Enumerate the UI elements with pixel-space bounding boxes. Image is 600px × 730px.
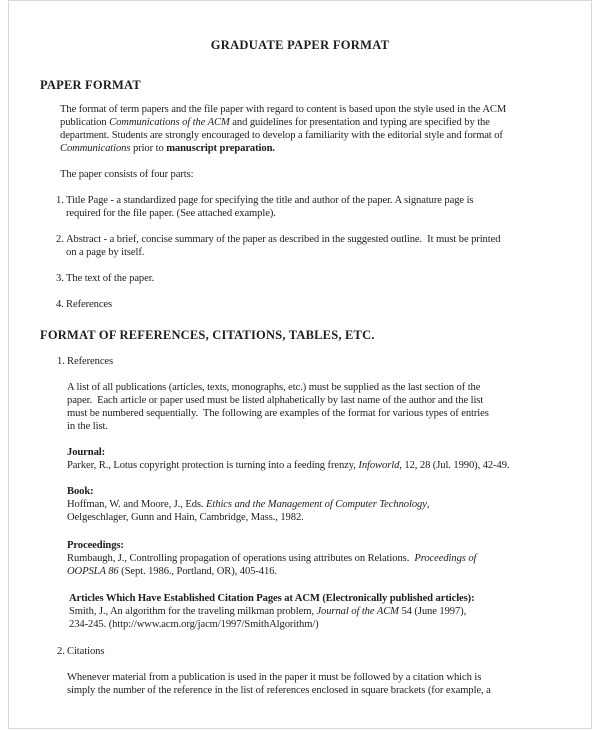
citations-paragraph: Whenever material from a publication is used in the paper it must be followed by a citation which is simply the number of the reference in the list of references enclosed in square brackets (for example, a <box>67 672 491 696</box>
list-item-references <box>56 298 591 311</box>
references-item <box>57 355 591 368</box>
list-item-text <box>56 272 591 285</box>
example-label: Book: <box>67 486 94 497</box>
citations-item <box>57 645 591 658</box>
item-text: The text of the paper. <box>66 273 155 284</box>
section-heading-format-of-references: FORMAT OF REFERENCES, CITATIONS, TABLES, ETC. <box>40 328 375 342</box>
item-label: Citations <box>67 646 105 657</box>
item-number: 1. <box>56 195 64 206</box>
list-item-title-page <box>56 194 591 220</box>
item-number: 1. <box>57 356 65 367</box>
example-label: Journal: <box>67 447 106 458</box>
item-text: References <box>66 299 113 310</box>
example-book <box>67 485 591 524</box>
parts-intro: The paper consists of four parts: <box>60 169 194 180</box>
document-title: GRADUATE PAPER FORMAT <box>210 38 390 52</box>
example-journal <box>67 446 591 472</box>
item-number: 4. <box>56 299 64 310</box>
item-text: Title Page - a standardized page for specifying the title and author of the paper. A signature page is required for the file paper. (See attached example). <box>66 195 474 219</box>
example-lines: Parker, R., Lotus copyright protection is turning into a feeding frenzy, Infoworld, 12, 28 (Jul. 1990), 42-49. <box>67 460 510 471</box>
intro-paragraph: The format of term papers and the file paper with regard to content is based upon the style used in the ACM publication Communications of the ACM and guidelines for presentation and typing are specified by the department. Students are strongly encouraged to develop a familiarity with the editorial style and format of Communications prior to manuscript preparation. <box>60 104 507 154</box>
example-proceedings <box>67 539 591 578</box>
section-heading-paper-format: PAPER FORMAT <box>40 78 141 92</box>
example-lines: Smith, J., An algorithm for the traveling milkman problem, Journal of the ACM 54 (June 1997), 234-245. (http://www.acm.org/jacm/1997/SmithAlgorithm/) <box>69 606 467 630</box>
example-lines: Rumbaugh, J., Controlling propagation of operations using attributes on Relations. Proceedings of OOPSLA 86 (Sept. 1986., Portland, OR), 405-416. <box>67 553 477 577</box>
item-number: 3. <box>56 273 64 284</box>
example-acm-articles <box>69 592 591 631</box>
list-item-abstract <box>56 233 591 259</box>
references-paragraph: A list of all publications (articles, texts, monographs, etc.) must be supplied as the last section of the paper. Each article or paper used must be listed alphabetically by last name of the author and the list must be numbered sequentially. The following are examples of the format for various types of entries in the list. <box>67 382 489 432</box>
example-label: Proceedings: <box>67 540 124 551</box>
example-lines: Hoffman, W. and Moore, J., Eds. Ethics and the Management of Computer Technology, Oelgeschlager, Gunn and Hain, Cambridge, Mass., 1982. <box>67 499 430 523</box>
item-text: Abstract - a brief, concise summary of the paper as described in the suggested outline. It must be printed on a page by itself. <box>66 234 501 258</box>
document-page <box>8 0 592 729</box>
item-number: 2. <box>56 234 64 245</box>
item-number: 2. <box>57 646 65 657</box>
item-label: References <box>67 356 114 367</box>
example-label: Articles Which Have Established Citation Pages at ACM (Electronically published articles): <box>69 593 475 604</box>
